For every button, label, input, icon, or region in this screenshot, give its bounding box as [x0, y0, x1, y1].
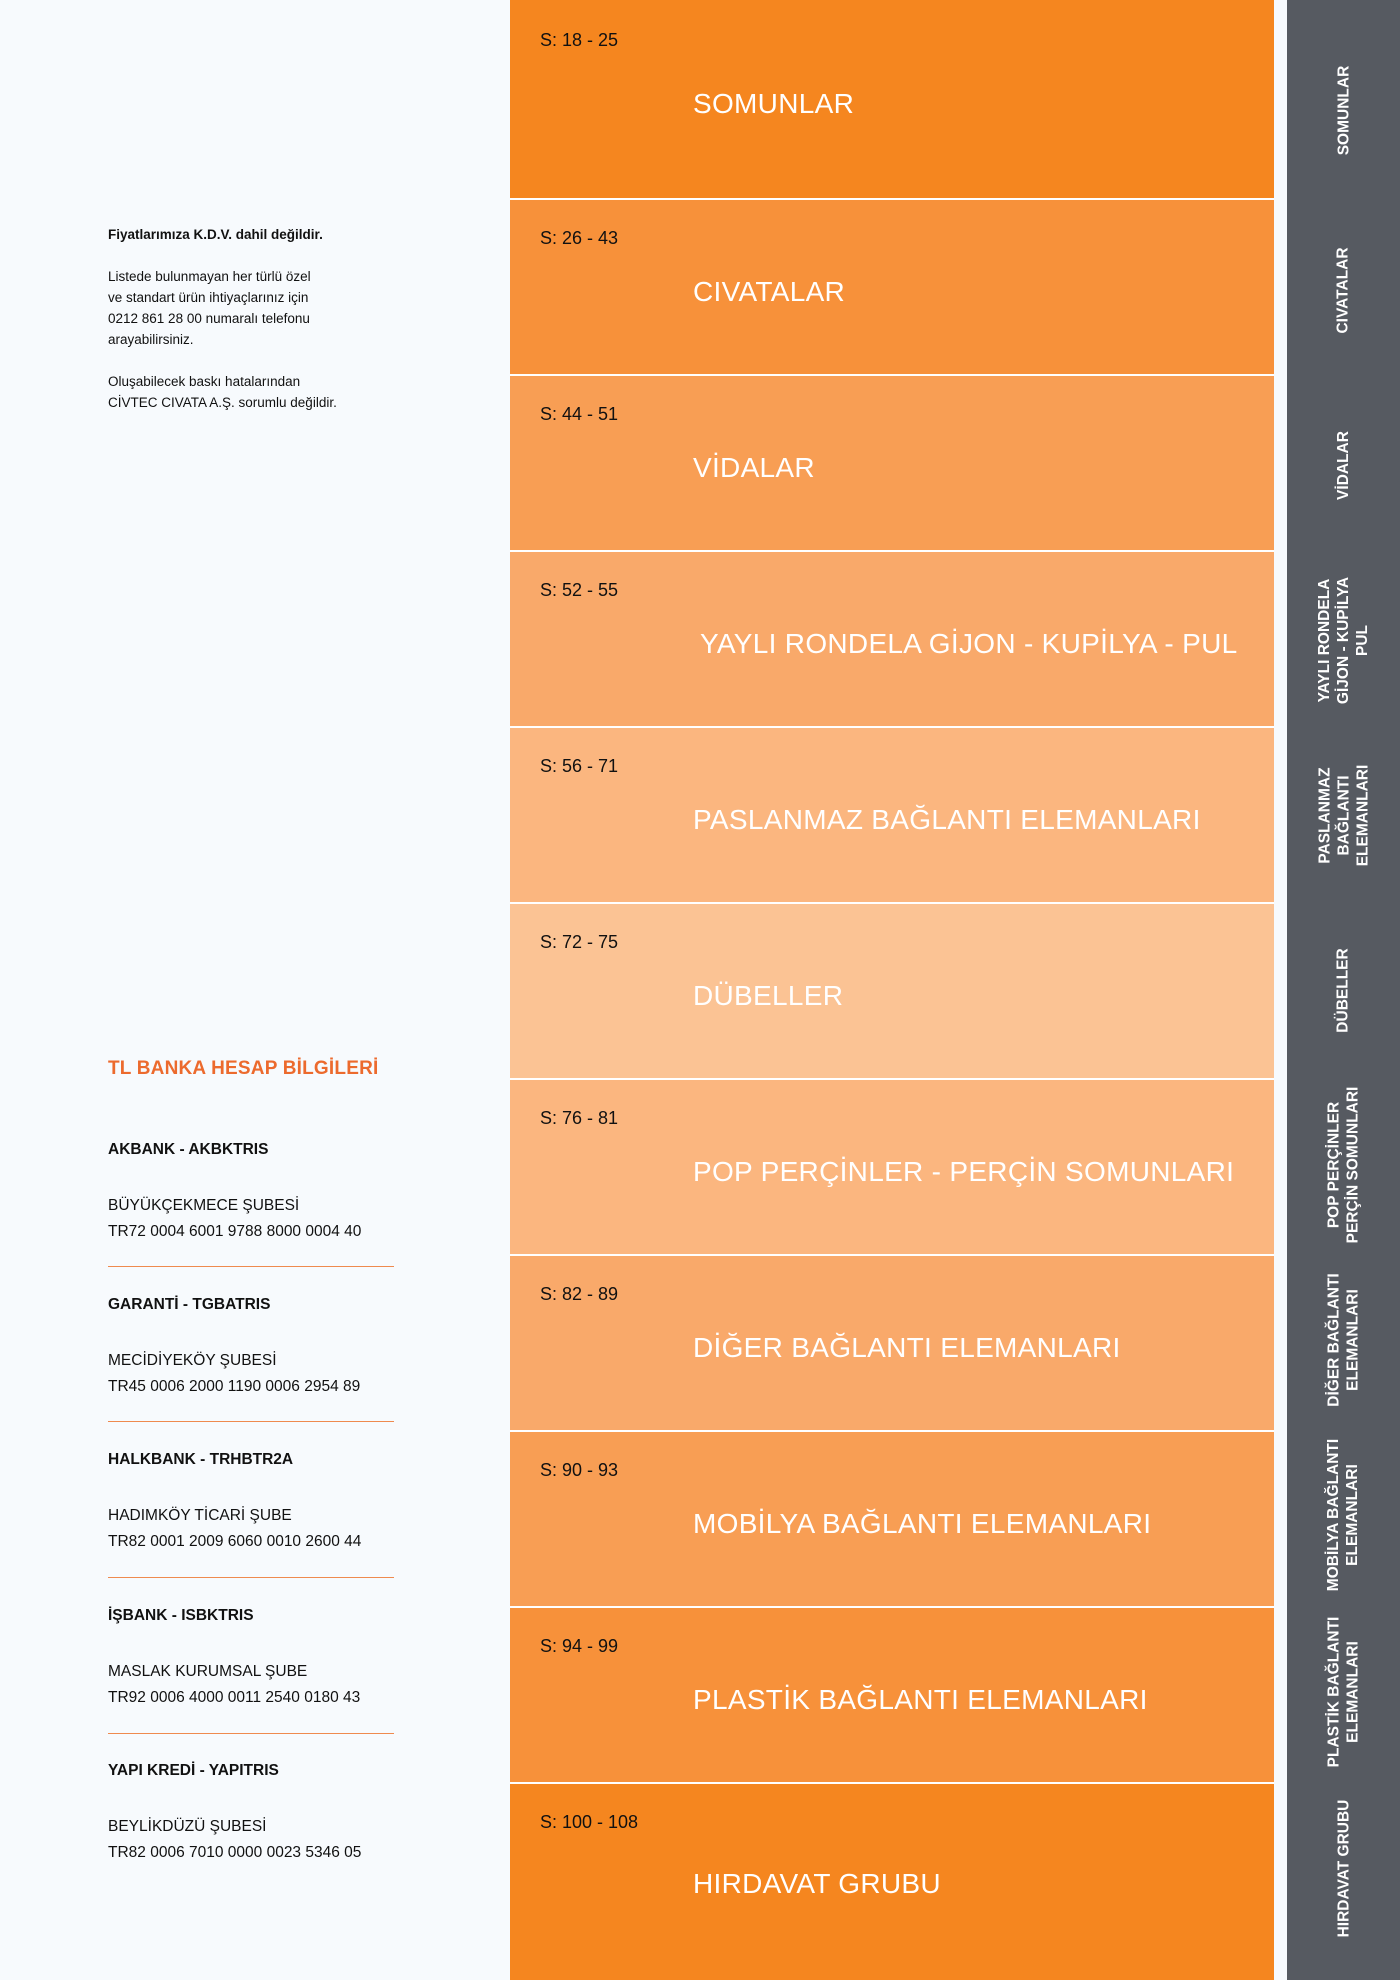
category-cards [510, 0, 1274, 1980]
bank-name: AKBANK - AKBKTRIS [108, 1141, 269, 1158]
tab-dubeller[interactable] [1287, 910, 1400, 1070]
tab-vidalar[interactable] [1287, 385, 1400, 545]
disclaimer-line: CİVTEC CIVATA A.Ş. sorumlu değildir. [108, 395, 337, 410]
tab-paslanmaz[interactable] [1287, 735, 1400, 895]
disclaimer-line: Oluşabilecek baskı hatalarından [108, 374, 301, 389]
disclaimer-note [108, 371, 337, 413]
page-range: S: 94 - 99 [540, 1636, 619, 1656]
left-info-column [0, 0, 492, 1980]
bank-name: YAPI KREDİ - YAPITRIS [108, 1762, 279, 1779]
tab-label: CIVATALAR [1334, 246, 1352, 334]
bank-entry-halkbank [108, 1451, 394, 1555]
contact-note-line: ve standart ürün ihtiyaçlarınız için [108, 290, 309, 305]
bank-divider [108, 1577, 394, 1578]
tab-label: PASLANMAZ BAĞLANTI ELEMANLARI [1315, 764, 1371, 866]
tab-label: SOMUNLAR [1335, 65, 1352, 155]
bank-iban: TR82 0001 2009 6060 0010 2600 44 [108, 1533, 362, 1550]
category-card-somunlar[interactable] [510, 0, 1274, 200]
page-range: S: 26 - 43 [540, 228, 619, 248]
category-card-vidalar[interactable] [510, 376, 1274, 552]
bank-entry-yapikredi [108, 1762, 394, 1866]
bank-entry-garanti [108, 1296, 394, 1400]
tab-label: MOBİLYA BAĞLANTI ELEMANLARI [1325, 1438, 1362, 1592]
category-title: PLASTİK BAĞLANTI ELEMANLARI [693, 1684, 1148, 1715]
category-title: DÜBELLER [693, 980, 844, 1011]
contact-note-line: Listede bulunmayan her türlü özel [108, 269, 311, 284]
tab-label: DİĞER BAĞLANTI ELEMANLARI [1325, 1273, 1362, 1407]
page-range: S: 100 - 108 [540, 1812, 639, 1832]
tab-hirdavat[interactable] [1287, 1788, 1400, 1948]
tab-pop-percinler[interactable] [1287, 1085, 1400, 1245]
bank-section-title: TL BANKA HESAP BİLGİLERİ [108, 1058, 379, 1079]
tab-label: VİDALAR [1334, 430, 1352, 500]
tab-yayli-rondela[interactable] [1287, 560, 1400, 720]
category-title: DİĞER BAĞLANTI ELEMANLARI [693, 1332, 1121, 1363]
category-card-paslanmaz[interactable] [510, 728, 1274, 904]
bank-branch: HADIMKÖY TİCARİ ŞUBE [108, 1507, 292, 1524]
category-title: SOMUNLAR [693, 88, 855, 119]
category-title: POP PERÇİNLER - PERÇİN SOMUNLARI [693, 1156, 1235, 1187]
bank-entry-isbank [108, 1607, 394, 1711]
tab-diger[interactable] [1287, 1260, 1400, 1420]
page-range: S: 18 - 25 [540, 30, 619, 50]
bank-iban: TR82 0006 7010 0000 0023 5346 05 [108, 1844, 362, 1861]
category-card-dubeller[interactable] [510, 904, 1274, 1080]
category-card-diger[interactable] [510, 1256, 1274, 1432]
bank-iban: TR45 0006 2000 1190 0006 2954 89 [108, 1378, 361, 1395]
bank-divider [108, 1421, 394, 1422]
tab-label: DÜBELLER [1334, 947, 1352, 1033]
page-range: S: 76 - 81 [540, 1108, 619, 1128]
bank-iban: TR72 0004 6001 9788 8000 0004 40 [108, 1223, 362, 1240]
bank-branch: BÜYÜKÇEKMECE ŞUBESİ [108, 1197, 300, 1214]
category-card-hirdavat[interactable] [510, 1784, 1274, 1980]
bank-branch: MECİDİYEKÖY ŞUBESİ [108, 1352, 277, 1369]
tab-civatalar[interactable] [1287, 210, 1400, 370]
bank-name: HALKBANK - TRHBTR2A [108, 1451, 294, 1468]
tab-plastik[interactable] [1287, 1612, 1400, 1772]
bank-divider [108, 1733, 394, 1734]
category-card-plastik[interactable] [510, 1608, 1274, 1784]
category-card-civatalar[interactable] [510, 200, 1274, 376]
tab-label: HIRDAVAT GRUBU [1335, 1799, 1352, 1937]
category-card-yayli-rondela[interactable] [510, 552, 1274, 728]
tab-label: YAYLI RONDELA GİJON - KUPİLYA PUL [1316, 576, 1372, 704]
category-title: HIRDAVAT GRUBU [693, 1868, 941, 1899]
contact-note-line: 0212 861 28 00 numaralı telefonu [108, 311, 310, 326]
tab-mobilya[interactable] [1287, 1435, 1400, 1595]
category-title: PASLANMAZ BAĞLANTI ELEMANLARI [693, 804, 1201, 835]
page-range: S: 90 - 93 [540, 1460, 619, 1480]
page-range: S: 72 - 75 [540, 932, 619, 952]
contact-note [108, 266, 311, 350]
category-title: CIVATALAR [693, 276, 846, 307]
tab-label: PLASTİK BAĞLANTI ELEMANLARI [1325, 1616, 1362, 1768]
page-range: S: 52 - 55 [540, 580, 619, 600]
tab-somunlar[interactable] [1287, 30, 1400, 190]
category-card-mobilya[interactable] [510, 1432, 1274, 1608]
category-title: YAYLI RONDELA GİJON - KUPİLYA - PUL [700, 628, 1238, 659]
tab-label: POP PERÇİNLER PERÇİN SOMUNLARI [1325, 1086, 1362, 1244]
category-card-pop-percinler[interactable] [510, 1080, 1274, 1256]
bank-branch: MASLAK KURUMSAL ŞUBE [108, 1663, 308, 1680]
page-range: S: 56 - 71 [540, 756, 619, 776]
bank-divider [108, 1266, 394, 1267]
bank-name: İŞBANK - ISBKTRIS [108, 1607, 254, 1624]
bank-iban: TR92 0006 4000 0011 2540 0180 43 [108, 1689, 361, 1706]
vat-note: Fiyatlarımıza K.D.V. dahil değildir. [108, 227, 323, 242]
page-range: S: 44 - 51 [540, 404, 619, 424]
category-tab-rail [1287, 0, 1400, 1980]
contact-note-line: arayabilirsiniz. [108, 332, 194, 347]
bank-name: GARANTİ - TGBATRIS [108, 1296, 271, 1313]
bank-entry-akbank [108, 1141, 394, 1245]
category-title: VİDALAR [693, 452, 815, 483]
category-title: MOBİLYA BAĞLANTI ELEMANLARI [693, 1508, 1152, 1539]
bank-branch: BEYLİKDÜZÜ ŞUBESİ [108, 1818, 267, 1835]
page-range: S: 82 - 89 [540, 1284, 619, 1304]
